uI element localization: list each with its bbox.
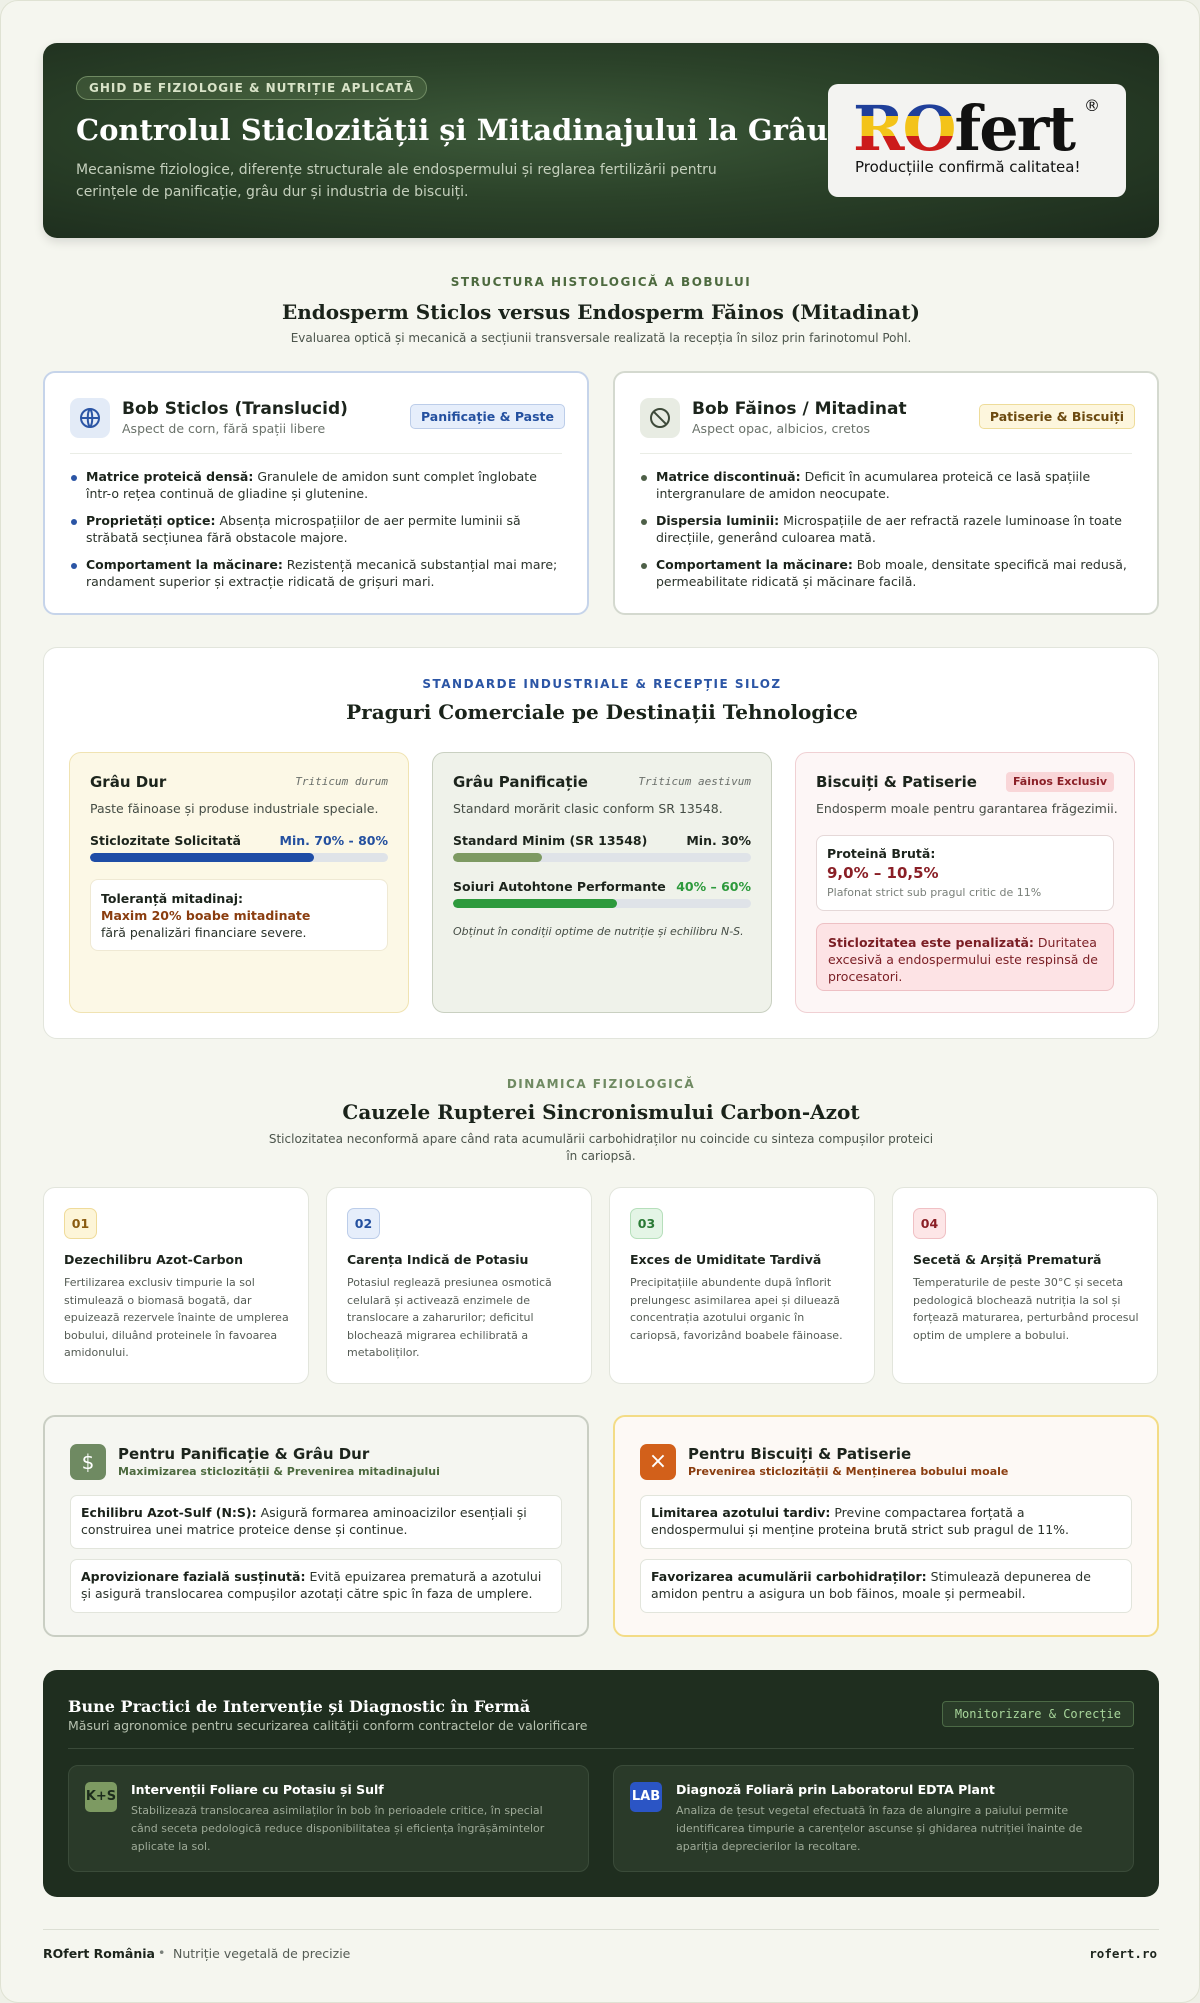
card-desc: Standard morărit clasic conform SR 13548. (453, 801, 723, 816)
cause-title: Carența Indică de Potasiu (347, 1252, 529, 1267)
section-title-structure: Endosperm Sticlos versus Endosperm Făinos (Mitadinat) (282, 300, 920, 324)
cause-title: Secetă & Arșiță Prematură (913, 1252, 1102, 1267)
progress-fill (453, 899, 617, 908)
practice-desc: Analiza de țesut vegetal efectuată în faza de alungire a paiului permite identificarea timpurie a carențelor ascunse și ghidarea nutriției înainte de apariția deprecierilor la recoltare. (676, 1804, 1083, 1853)
footer-separator: • (158, 1945, 166, 1960)
practices-title: Bune Practici de Intervenție și Diagnostic în Fermă (68, 1697, 531, 1716)
divider (68, 1748, 1134, 1749)
divider (70, 453, 562, 454)
cause-desc: Precipitațiile abundente după înflorit prelungesc asimilarea apei și diluează concentrația azotului organic în cariopsă, favorizând boabele făinoase. (630, 1276, 843, 1342)
monitoring-badge: Monitorizare & Corecție (942, 1701, 1134, 1727)
logo-tagline: Producțiile confirmă calitatea! (855, 158, 1081, 176)
durum-wheat-card: Grâu Dur Triticum durum Paste făinoase și produse industriale speciale. Sticlozitate Solicitată Min. 70% - 80% Toleranță mitadinaj: Maxim 20% boabe mitadinate fără penalizări financiare severe. (69, 752, 409, 1013)
mitadin-tolerance-box: Toleranță mitadinaj: Maxim 20% boabe mitadinate fără penalizări financiare severe. (90, 879, 388, 951)
practice-title: Intervenții Foliare cu Potasiu și Sulf (131, 1782, 384, 1797)
progress-fill (90, 853, 314, 862)
logo-wordmark: ROfert (853, 92, 1074, 165)
footer-divider (43, 1929, 1159, 1930)
list-item: Comportament la măcinare: Rezistență mecanică substanțial mai mare; randament superior și extracție ridicată de grișuri mari. (70, 557, 562, 590)
card-note: Obținut în condiții optime de nutriție și echilibru N-S. (453, 925, 744, 938)
practice-desc: Stabilizează translocarea asimilaților în bob în perioadele critice, în special când seceta pedologică reduce disponibilitatea și eficiența îngrășămintelor aplicate la sol. (131, 1804, 545, 1853)
cause-desc: Potasiul reglează presiunea osmotică celulară și activează enzimele de translocare a zaharurilor; deficitul blochează migrarea echilibrată a metaboliților. (347, 1276, 552, 1359)
cause-number: 03 (630, 1208, 663, 1239)
cause-card (326, 1187, 592, 1384)
registered-mark: ® (1084, 96, 1100, 115)
practice-card (613, 1765, 1134, 1872)
vitreous-grain-card (43, 371, 589, 615)
card-title: Bob Făinos / Mitadinat (692, 399, 907, 419)
footer-tagline: Nutriție vegetală de precizie (173, 1946, 351, 1961)
recommendation-biscuit-card (613, 1415, 1159, 1637)
property-list (640, 469, 1132, 601)
recommendation-item: Limitarea azotului tardiv: Previne compactarea forțată a endospermului și menține proteina brută strict sub pragul de 11%. (640, 1495, 1132, 1549)
section-label-structure: STRUCTURA HISTOLOGICĂ A BOBULUI (450, 275, 752, 289)
cause-number: 02 (347, 1208, 380, 1239)
list-item: Comportament la măcinare: Bob moale, densitate specifică mai redusă, permeabilitate ridicată și măcinare facilă. (640, 557, 1132, 590)
destination-badge: Panificație & Paste (410, 404, 565, 429)
section-desc-structure: Evaluarea optică și mecanică a secțiunii transversale realizată la recepția în siloz prin farinotomul Pohl. (290, 331, 912, 345)
prohibited-icon (640, 398, 680, 438)
list-item: Dispersia luminii: Microspațiile de aer refractă razele luminoase în toate direcțiile, generând culoarea mată. (640, 513, 1132, 546)
cause-desc: Fertilizarea exclusiv timpurie la sol stimulează o biomasă bogată, dar epuizează rezervele înainte de umplerea bobului, diluând proteinele în favoarea amidonului. (64, 1276, 289, 1359)
latin-name: Triticum durum (295, 775, 388, 788)
cause-card (892, 1187, 1158, 1384)
destination-badge: Patiserie & Biscuiți (979, 404, 1135, 429)
practice-card (68, 1765, 589, 1872)
hero-banner (43, 43, 1159, 238)
rofert-logo[interactable] (828, 84, 1126, 197)
cause-card (609, 1187, 875, 1384)
cause-number: 04 (913, 1208, 946, 1239)
list-item: Proprietăți optice: Absența microspațiilor de aer permite luminii să străbată secțiunea fără obstacole majore. (70, 513, 562, 546)
card-title: Grâu Dur (90, 773, 167, 791)
best-practices-panel (43, 1670, 1159, 1897)
progress-track (453, 853, 751, 862)
recommendation-title: Pentru Panificație & Grâu Dur (118, 1445, 370, 1463)
section-title-standards: Praguri Comerciale pe Destinații Tehnologice (346, 700, 858, 724)
card-subtitle: Aspect opac, albicios, cretos (692, 421, 870, 436)
section-label-standards: STANDARDE INDUSTRIALE & RECEPȚIE SILOZ (422, 677, 782, 691)
lab-icon: LAB (630, 1782, 662, 1812)
divider (640, 453, 1132, 454)
recommendation-item: Echilibru Azot-Sulf (N:S): Asigură formarea aminoacizilor esențiali și construirea unei matrice proteice dense și continue. (70, 1495, 562, 1549)
protein-box: Proteină Brută: 9,0% – 10,5% Plafonat strict sub pragul critic de 11% (816, 835, 1114, 911)
recommendation-subtitle: Prevenirea sticlozității & Menținerea bobului moale (688, 1465, 1009, 1478)
card-desc: Paste făinoase și produse industriale speciale. (90, 801, 379, 816)
exclusive-badge: Făinos Exclusiv (1006, 772, 1114, 792)
section-title-dynamics: Cauzele Rupterei Sincronismului Carbon-Azot (342, 1100, 860, 1124)
hero-tag: GHID DE FIZIOLOGIE & NUTRIȚIE APLICATĂ (76, 76, 427, 100)
recommendation-subtitle: Maximizarea sticlozității & Prevenirea mitadinajului (118, 1465, 440, 1478)
section-label-dynamics: DINAMICA FIZIOLOGICĂ (506, 1077, 696, 1091)
potassium-sulfur-icon: K+S (85, 1782, 117, 1812)
footer-url-link[interactable]: rofert.ro (1089, 1946, 1157, 1961)
card-title: Bob Sticlos (Translucid) (122, 399, 348, 419)
recommendation-bread-card (43, 1415, 589, 1637)
cause-number: 01 (64, 1208, 97, 1239)
close-icon: × (640, 1444, 676, 1480)
card-title: Grâu Panificație (453, 773, 588, 791)
footer-brand: ROfert România (43, 1946, 155, 1961)
card-subtitle: Aspect de corn, fără spații libere (122, 421, 326, 436)
practice-title: Diagnoză Foliară prin Laboratorul EDTA Plant (676, 1782, 995, 1797)
latin-name: Triticum aestivum (638, 775, 751, 788)
recommendation-item: Aprovizionare fazială susținută: Evită epuizarea prematură a azotului și asigură translocarea compușilor azotați către spic în faza de umplere. (70, 1559, 562, 1613)
floury-grain-card (613, 371, 1159, 615)
cause-card (43, 1187, 309, 1384)
progress-track (453, 899, 751, 908)
biscuit-card (795, 752, 1135, 1013)
globe-icon (70, 398, 110, 438)
penalty-box: Sticlozitatea este penalizată: Duritatea excesivă a endospermului este respinsă de procesatori. (816, 923, 1114, 991)
cause-title: Exces de Umiditate Tardivă (630, 1252, 822, 1267)
property-list (70, 469, 562, 601)
list-item: Matrice discontinuă: Deficit în acumularea proteică ce lasă spațiile intergranulare de amidon neocupate. (640, 469, 1132, 502)
cause-desc: Temperaturile de peste 30°C și seceta pedologică blochează nutriția la sol și forțează maturarea, perturbând procesul optim de umplere a bobului. (913, 1276, 1139, 1342)
card-title: Biscuiți & Patiserie (816, 773, 977, 791)
practices-subtitle: Măsuri agronomice pentru securizarea calității conform contractelor de valorificare (68, 1718, 588, 1733)
progress-track (90, 853, 388, 862)
hero-subtitle: Mecanisme fiziologice, diferențe structurale ale endospermului și reglarea fertilizării pentru cerințele de panificație, grâu dur și industria de biscuiți. (76, 162, 717, 200)
progress-fill (453, 853, 542, 862)
recommendation-item: Favorizarea acumulării carbohidraților: Stimulează depunerea de amidon pentru a asigura un bob făinos, moale și permeabil. (640, 1559, 1132, 1613)
cause-title: Dezechilibru Azot-Carbon (64, 1252, 244, 1267)
bread-wheat-card: Grâu Panificație Triticum aestivum Standard morărit clasic conform SR 13548. Standard Minim (SR 13548) Min. 30% Soiuri Autohtone Performante 40% – 60% Obținut în condiții optime de nutriție și echilibru N-S. (432, 752, 772, 1013)
standards-panel (43, 647, 1159, 1039)
page-title: Controlul Sticlozității și Mitadinajului la Grâu (76, 113, 828, 147)
card-desc: Endosperm moale pentru garantarea frăgezimii. (816, 801, 1118, 816)
recommendation-title: Pentru Biscuiți & Patiserie (688, 1445, 912, 1463)
list-item: Matrice proteică densă: Granulele de amidon sunt complet înglobate într-o rețea continuă de gliadine și glutenine. (70, 469, 562, 502)
dollar-icon: $ (70, 1444, 106, 1480)
section-desc-dynamics: Sticlozitatea neconformă apare când rata acumulării carbohidraților nu coincide cu sinteza compușilor proteici în cariopsă. (268, 1132, 934, 1163)
